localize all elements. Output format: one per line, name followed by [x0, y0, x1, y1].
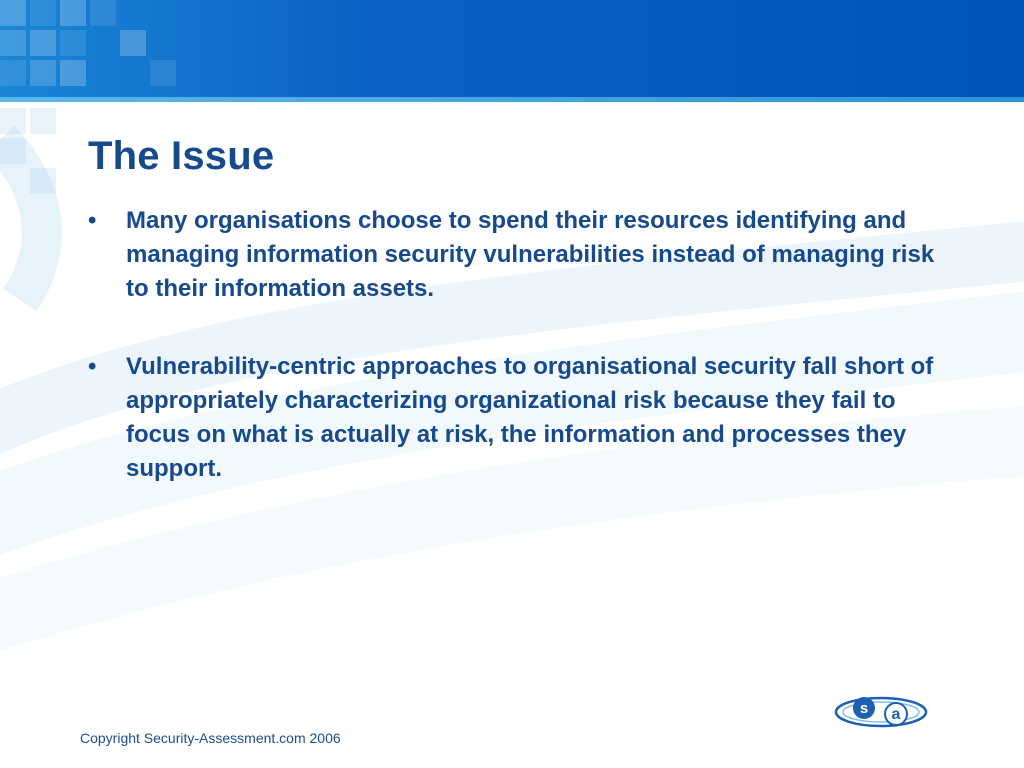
bullet-item — [88, 350, 948, 486]
sa-logo-icon — [834, 695, 928, 729]
copyright-footer: Copyright Security-Assessment.com 2006 — [80, 730, 341, 746]
bullet-text: Many organisations choose to spend their resources identifying and managing information security vulnerabilities instead of managing risk to their information assets. — [126, 207, 935, 302]
logo-letter-s: s — [859, 700, 869, 717]
bullet-text: Vulnerability-centric approaches to organisational security fall short of appropriately characterizing organizational risk because they fail to focus on what is actually at risk, the information and processes they support. — [126, 353, 934, 482]
bullet-list — [88, 204, 948, 530]
bullet-marker: • — [88, 207, 97, 234]
bullet-marker: • — [88, 353, 97, 380]
bullet-item — [88, 204, 948, 306]
slide-title: The Issue — [88, 134, 275, 178]
logo-letter-a: a — [891, 706, 901, 723]
header-tile-pattern — [0, 0, 300, 230]
header-accent-line — [0, 97, 1024, 102]
